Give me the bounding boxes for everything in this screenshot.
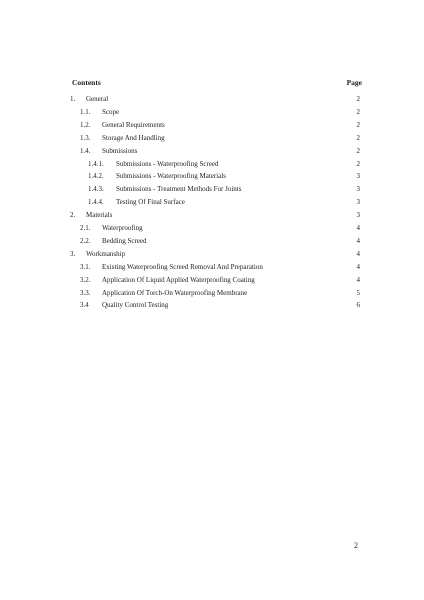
toc-entry-page: 3 xyxy=(356,172,360,181)
toc-entry xyxy=(0,262,424,273)
toc-entry-page: 2 xyxy=(356,159,360,168)
page-column-heading: Page xyxy=(346,78,362,87)
toc-entry xyxy=(0,275,424,286)
toc-entry-title: Submissions - Waterproofing Materials xyxy=(116,172,226,181)
toc-entry-title: General Requirements xyxy=(102,120,165,129)
toc-entry-title: Bedding Screed xyxy=(102,236,147,245)
toc-entry-page: 3 xyxy=(356,198,360,207)
toc-entry-number: 1.4.3. xyxy=(88,185,104,194)
toc-entry-page: 5 xyxy=(356,288,360,297)
toc-entry-title: Quality Control Testing xyxy=(102,301,169,310)
toc-entry-number: 1.4.2. xyxy=(88,172,104,181)
toc-entry-page: 2 xyxy=(356,146,360,155)
toc-entry-title: General xyxy=(86,95,109,103)
toc-entry xyxy=(0,288,424,299)
toc-entry-page: 4 xyxy=(356,262,360,271)
toc-entry-title: Scope xyxy=(102,107,120,116)
toc-entry-number: 3.4 xyxy=(80,301,89,310)
toc-entry xyxy=(0,223,424,234)
toc-entry xyxy=(0,94,424,105)
toc-entry-number: 1.1. xyxy=(80,107,91,116)
toc-entry-number: 1.4. xyxy=(80,146,91,155)
toc-entry-title: Waterproofing xyxy=(102,224,143,232)
toc-entry-number: 1.3. xyxy=(80,133,91,142)
toc-entry-number: 1. xyxy=(70,95,76,103)
toc-entry-number: 2.2. xyxy=(80,236,91,245)
toc-entry-title: Existing Waterproofing Screed Removal And Preparation xyxy=(102,262,263,271)
toc-entry-page: 4 xyxy=(356,275,360,284)
toc-entry-page: 3 xyxy=(356,185,360,194)
toc-entry-title: Materials xyxy=(86,211,113,220)
toc-entry xyxy=(0,249,424,260)
toc-entry-number: 2.1. xyxy=(80,224,91,232)
toc-entry-title: Application Of Torch-On Waterproofing Membrane xyxy=(102,288,248,297)
toc-entry xyxy=(0,107,424,118)
toc-entry xyxy=(0,120,424,131)
toc-entry-title: Submissions - Waterproofing Screed xyxy=(116,159,219,168)
toc-entry xyxy=(0,184,424,195)
toc-entry-title: Application Of Liquid Applied Waterproofing Coating xyxy=(102,275,255,284)
toc-entry xyxy=(0,146,424,157)
toc-entry-title: Testing Of Final Surface xyxy=(116,198,185,207)
toc-entry-page: 4 xyxy=(356,249,360,258)
toc-entry-number: 3.2. xyxy=(80,275,91,284)
page-number: 2 xyxy=(354,541,358,550)
toc-entry-page: 2 xyxy=(356,120,360,129)
toc-entry-title: Submissions xyxy=(102,146,138,155)
toc-entry-number: 3.3. xyxy=(80,288,91,297)
toc-entry-page: 2 xyxy=(356,107,360,116)
toc-entry-number: 2. xyxy=(70,211,76,220)
toc-entry xyxy=(0,133,424,144)
toc-entry-page: 2 xyxy=(356,95,360,103)
toc-entry xyxy=(0,300,424,311)
toc-entry-number: 1.2. xyxy=(80,120,91,129)
toc-entry-page: 4 xyxy=(356,224,360,232)
toc-entry xyxy=(0,210,424,221)
toc-entry xyxy=(0,159,424,170)
toc-entry xyxy=(0,197,424,208)
toc-entry xyxy=(0,236,424,247)
toc-entry-title: Storage And Handling xyxy=(102,133,165,142)
toc-entry-number: 3.1. xyxy=(80,262,91,271)
toc-entry-number: 1.4.4. xyxy=(88,198,104,207)
toc-entry-page: 2 xyxy=(356,133,360,142)
contents-heading: Contents xyxy=(72,78,101,87)
toc-entry-page: 3 xyxy=(356,211,360,220)
toc-entry-page: 4 xyxy=(356,236,360,245)
toc-entry-title: Submissions - Treatment Methods For Joints xyxy=(116,185,242,194)
toc-entry-page: 6 xyxy=(356,301,360,310)
toc-entry-title: Workmanship xyxy=(86,249,126,258)
toc-entry-number: 1.4.1. xyxy=(88,159,104,168)
toc-entry xyxy=(0,171,424,182)
toc-entry-number: 3. xyxy=(70,249,76,258)
